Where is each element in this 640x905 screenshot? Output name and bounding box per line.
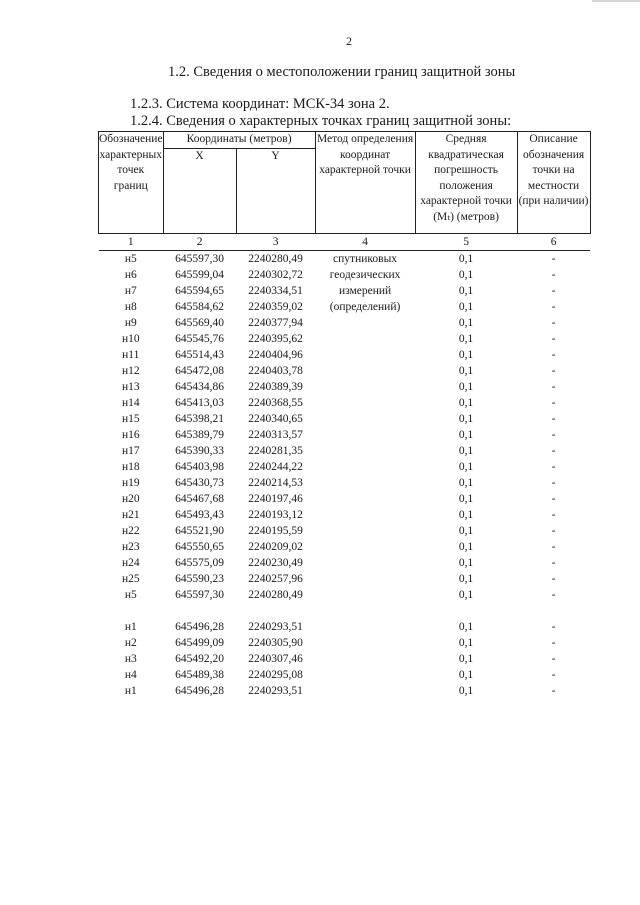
point-designation: н2 xyxy=(124,636,137,649)
coordinate-x: 645389,79 xyxy=(175,428,224,441)
coordinate-y: 2240389,39 xyxy=(248,380,303,393)
point-designation: н5 xyxy=(124,252,137,265)
coordinate-y: 2240313,57 xyxy=(248,428,303,441)
coordinate-x: 645550,65 xyxy=(175,540,224,553)
description-value: - xyxy=(551,492,556,505)
point-designation: н1 xyxy=(124,684,137,697)
coordinate-x: 645403,98 xyxy=(175,460,224,473)
point-designation: н16 xyxy=(121,428,140,441)
description-value: - xyxy=(551,444,556,457)
section-title: 1.2. Сведения о местоположении границ защитной зоны xyxy=(168,64,516,80)
description-value: - xyxy=(551,428,556,441)
coordinate-x: 645514,43 xyxy=(175,348,224,361)
accuracy-value: 0,1 xyxy=(458,348,474,361)
accuracy-value: 0,1 xyxy=(458,460,474,473)
coordinate-y: 2240340,65 xyxy=(248,412,303,425)
coordinate-y: 2240334,51 xyxy=(248,284,303,297)
description-value: - xyxy=(551,380,556,393)
coordinate-y: 2240197,46 xyxy=(248,492,303,505)
coordinate-x: 645584,62 xyxy=(175,300,224,313)
coordinate-x: 645492,20 xyxy=(175,652,224,665)
column-number-row xyxy=(99,233,591,250)
accuracy-value: 0,1 xyxy=(458,652,474,665)
coordinate-y: 2240244,22 xyxy=(248,460,303,473)
header-description: Описание обозначения точки на местности (при наличии) xyxy=(517,132,590,234)
coordinate-y: 2240404,96 xyxy=(248,348,303,361)
point-designation: н25 xyxy=(121,572,140,585)
column-number: 3 xyxy=(236,233,315,250)
accuracy-value: 0,1 xyxy=(458,428,474,441)
description-value: - xyxy=(551,588,556,601)
coordinate-y: 2240307,46 xyxy=(248,652,303,665)
column-number: 2 xyxy=(163,233,236,250)
description-value: - xyxy=(551,396,556,409)
description-value: - xyxy=(551,460,556,473)
point-designation: н13 xyxy=(121,380,140,393)
accuracy-value: 0,1 xyxy=(458,668,474,681)
accuracy-value: 0,1 xyxy=(458,588,474,601)
coordinate-x: 645390,33 xyxy=(175,444,224,457)
accuracy-value: 0,1 xyxy=(458,620,474,633)
header-designation: Обозначение характерных точек границ xyxy=(99,132,164,234)
coordinate-y: 2240214,53 xyxy=(248,476,303,489)
point-designation: н8 xyxy=(124,300,137,313)
description-value: - xyxy=(551,364,556,377)
point-designation: н15 xyxy=(121,412,140,425)
description-value: - xyxy=(551,316,556,329)
coordinate-y: 2240302,72 xyxy=(248,268,303,281)
description-value: - xyxy=(551,332,556,345)
column-number: 6 xyxy=(517,233,590,250)
coordinate-x: 645398,21 xyxy=(175,412,224,425)
accuracy-value: 0,1 xyxy=(458,316,474,329)
point-designation: н23 xyxy=(121,540,140,553)
description-value: - xyxy=(551,268,556,281)
coordinate-x: 645496,28 xyxy=(175,684,224,697)
point-designation: н5 xyxy=(124,588,137,601)
accuracy-value: 0,1 xyxy=(458,508,474,521)
point-designation: н18 xyxy=(121,460,140,473)
coordinate-y: 2240293,51 xyxy=(248,684,303,697)
coordinate-y: 2240377,94 xyxy=(248,316,303,329)
header-y: Y xyxy=(236,148,315,233)
coordinate-system-line: 1.2.3. Система координат: МСК-34 зона 2. xyxy=(130,96,390,112)
description-value: - xyxy=(551,556,556,569)
accuracy-value: 0,1 xyxy=(458,636,474,649)
coordinate-y: 2240209,02 xyxy=(248,540,303,553)
description-value: - xyxy=(551,284,556,297)
coordinate-y: 2240193,12 xyxy=(248,508,303,521)
coordinate-y: 2240281,35 xyxy=(248,444,303,457)
coordinate-x: 645575,09 xyxy=(175,556,224,569)
accuracy-value: 0,1 xyxy=(458,332,474,345)
description-value: - xyxy=(551,300,556,313)
coordinate-x: 645599,04 xyxy=(175,268,224,281)
empty-cell xyxy=(163,603,236,619)
description-value: - xyxy=(551,652,556,665)
coordinate-x: 645496,28 xyxy=(175,620,224,633)
description-value: - xyxy=(551,508,556,521)
coordinate-y: 2240195,59 xyxy=(248,524,303,537)
coordinate-y: 2240293,51 xyxy=(248,620,303,633)
page-number: 2 xyxy=(346,34,352,48)
description-value: - xyxy=(551,636,556,649)
description-value: - xyxy=(551,252,556,265)
header-accuracy: Средняя квадратическая погрешность положения характерной точки (Мₜ) (метров) xyxy=(415,132,517,234)
coordinate-y: 2240295,08 xyxy=(248,668,303,681)
coordinate-x: 645493,43 xyxy=(175,508,224,521)
coordinate-x: 645413,03 xyxy=(175,396,224,409)
point-designation: н12 xyxy=(121,364,140,377)
point-designation: н14 xyxy=(121,396,140,409)
accuracy-value: 0,1 xyxy=(458,252,474,265)
coordinate-y: 2240368,55 xyxy=(248,396,303,409)
accuracy-value: 0,1 xyxy=(458,556,474,569)
point-designation: н22 xyxy=(121,524,140,537)
coordinate-x: 645594,65 xyxy=(175,284,224,297)
description-value: - xyxy=(551,412,556,425)
scan-edge-mark xyxy=(592,0,640,2)
accuracy-value: 0,1 xyxy=(458,684,474,697)
accuracy-value: 0,1 xyxy=(458,540,474,553)
description-value: - xyxy=(551,348,556,361)
point-designation: н20 xyxy=(121,492,140,505)
coordinate-table xyxy=(98,131,591,699)
coordinate-y: 2240230,49 xyxy=(248,556,303,569)
coordinate-x: 645597,30 xyxy=(175,252,224,265)
coordinate-x: 645430,73 xyxy=(175,476,224,489)
coordinate-x: 645590,23 xyxy=(175,572,224,585)
table-row xyxy=(99,250,591,267)
point-designation: н7 xyxy=(124,284,137,297)
accuracy-value: 0,1 xyxy=(458,396,474,409)
empty-cell xyxy=(517,603,590,619)
coordinate-x: 645545,76 xyxy=(175,332,224,345)
header-coordinates: Координаты (метров) xyxy=(163,132,315,149)
accuracy-value: 0,1 xyxy=(458,300,474,313)
description-value: - xyxy=(551,540,556,553)
point-designation: н17 xyxy=(121,444,140,457)
coordinate-y: 2240305,90 xyxy=(248,636,303,649)
accuracy-value: 0,1 xyxy=(458,364,474,377)
point-designation: н6 xyxy=(124,268,137,281)
accuracy-value: 0,1 xyxy=(458,444,474,457)
description-value: - xyxy=(551,476,556,489)
description-value: - xyxy=(551,524,556,537)
point-designation: н3 xyxy=(124,652,137,665)
column-number: 4 xyxy=(315,233,415,250)
accuracy-value: 0,1 xyxy=(458,284,474,297)
accuracy-value: 0,1 xyxy=(458,380,474,393)
accuracy-value: 0,1 xyxy=(458,524,474,537)
description-value: - xyxy=(551,572,556,585)
point-designation: н21 xyxy=(121,508,140,521)
coordinate-x: 645472,08 xyxy=(175,364,224,377)
description-value: - xyxy=(551,684,556,697)
coordinate-x: 645489,38 xyxy=(175,668,224,681)
coordinate-y: 2240395,62 xyxy=(248,332,303,345)
empty-cell xyxy=(415,603,517,619)
method-cell: спутниковых геодезических измерений (определений) xyxy=(329,252,401,313)
header-x: X xyxy=(163,148,236,233)
coordinate-x: 645467,68 xyxy=(175,492,224,505)
accuracy-value: 0,1 xyxy=(458,412,474,425)
header-method: Метод определения координат характерной точки xyxy=(315,132,415,234)
accuracy-value: 0,1 xyxy=(458,492,474,505)
coordinate-x: 645434,86 xyxy=(175,380,224,393)
empty-cell xyxy=(236,603,315,619)
accuracy-value: 0,1 xyxy=(458,572,474,585)
point-designation: н10 xyxy=(121,332,140,345)
point-designation: н4 xyxy=(124,668,137,681)
point-designation: н24 xyxy=(121,556,140,569)
point-designation: н19 xyxy=(121,476,140,489)
description-value: - xyxy=(551,668,556,681)
empty-cell xyxy=(99,603,164,619)
coordinate-y: 2240280,49 xyxy=(248,252,303,265)
points-heading: 1.2.4. Сведения о характерных точках границ защитной зоны: xyxy=(130,113,512,129)
accuracy-value: 0,1 xyxy=(458,268,474,281)
coordinate-y: 2240359,02 xyxy=(248,300,303,313)
accuracy-value: 0,1 xyxy=(458,476,474,489)
point-designation: н9 xyxy=(124,316,137,329)
coordinate-x: 645569,40 xyxy=(175,316,224,329)
coordinate-y: 2240280,49 xyxy=(248,588,303,601)
point-designation: н1 xyxy=(124,620,137,633)
coordinate-y: 2240257,96 xyxy=(248,572,303,585)
coordinate-x: 645499,09 xyxy=(175,636,224,649)
coordinate-x: 645521,90 xyxy=(175,524,224,537)
coordinate-y: 2240403,78 xyxy=(248,364,303,377)
description-value: - xyxy=(551,620,556,633)
column-number: 5 xyxy=(415,233,517,250)
column-number: 1 xyxy=(99,233,164,250)
point-designation: н11 xyxy=(122,348,140,361)
coordinate-x: 645597,30 xyxy=(175,588,224,601)
